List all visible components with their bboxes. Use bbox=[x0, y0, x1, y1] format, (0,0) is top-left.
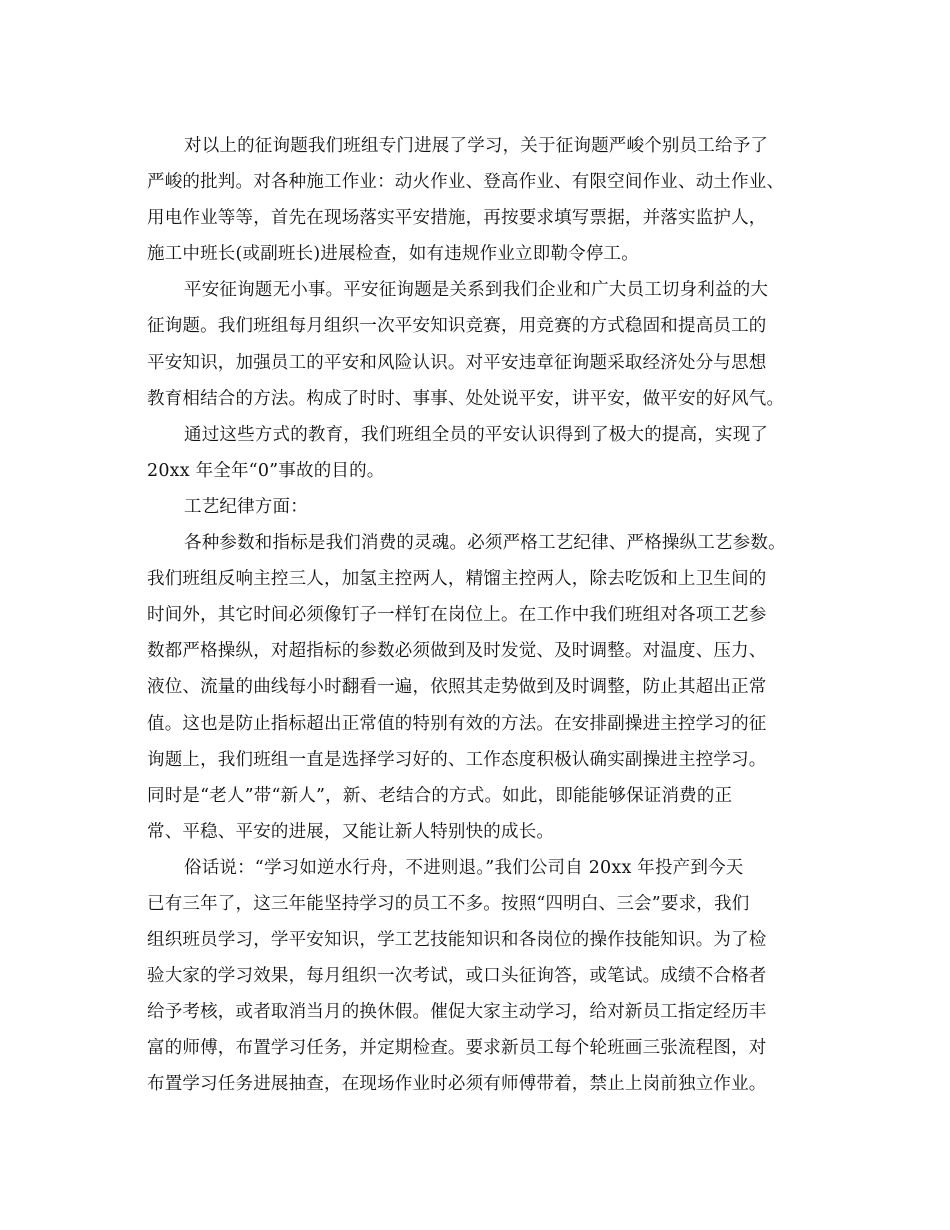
text-line: 工艺纪律方面： bbox=[184, 496, 308, 517]
text-line: 富的师傅，布置学习任务，并定期检查。要求新员工每个轮班画三张流程图，对 bbox=[147, 1038, 767, 1059]
text-line: 征询题。我们班组每月组织一次平安知识竞赛，用竞赛的方式稳固和提高员工的 bbox=[147, 316, 767, 337]
text-line: 值。这也是防止指标超出正常值的特别有效的方法。在安排副操进主控学习的征 bbox=[147, 713, 767, 734]
text-line: 布置学习任务进展抽查，在现场作业时必须有师傅带着，禁止上岗前独立作业。 bbox=[147, 1074, 767, 1095]
text-line: 教育相结合的方法。构成了时时、事事、处处说平安，讲平安，做平安的好风气。 bbox=[147, 388, 785, 409]
text-line: 严峻的批判。对各种施工作业：动火作业、登高作业、有限空间作业、动土作业、 bbox=[147, 172, 785, 193]
text-line: 常、平稳、平安的进展，又能让新人特别快的成长。 bbox=[147, 821, 555, 842]
body-text bbox=[147, 128, 812, 1103]
text-line: 用电作业等等，首先在现场落实平安措施，再按要求填写票据，并落实监护人， bbox=[147, 208, 767, 229]
text-line: 液位、流量的曲线每小时翻看一遍，依照其走势做到及时调整，防止其超出正常 bbox=[147, 677, 767, 698]
text-line: 各种参数和指标是我们消费的灵魂。必须严格工艺纪律、严格操纵工艺参数。 bbox=[184, 533, 786, 554]
text-line: 组织班员学习，学平安知识，学工艺技能知识和各岗位的操作技能知识。为了检 bbox=[147, 930, 767, 951]
text-line: 平安征询题无小事。平安征询题是关系到我们企业和广大员工切身利益的大 bbox=[184, 280, 769, 301]
text-line: 同时是“老人”带“新人”，新、老结合的方式。如此，即能能够保证消费的正 bbox=[147, 785, 733, 806]
text-line: 俗话说：“学习如逆水行舟，不进则退。”我们公司自 20xx 年投产到今天 bbox=[184, 857, 744, 878]
text-line: 对以上的征询题我们班组专门进展了学习，关于征询题严峻个别员工给予了 bbox=[184, 136, 769, 156]
text-line: 平安知识，加强员工的平安和风险认识。对平安违章征询题采取经济处分与思想 bbox=[147, 352, 767, 373]
text-line: 给予考核，或者取消当月的换休假。催促大家主动学习，给对新员工指定经历丰 bbox=[147, 1002, 767, 1023]
text-line: 数都严格操纵，对超指标的参数必须做到及时发觉、及时调整。对温度、压力、 bbox=[147, 641, 767, 662]
text-line: 施工中班长(或副班长)进展检查，如有违规作业立即勒令停工。 bbox=[147, 244, 639, 265]
text-line: 20xx 年全年“0”事故的目的。 bbox=[147, 460, 385, 481]
text-line: 通过这些方式的教育，我们班组全员的平安认识得到了极大的提高，实现了 bbox=[184, 424, 769, 445]
text-line: 询题上，我们班组一直是选择学习好的、工作态度积极认确实副操进主控学习。 bbox=[147, 749, 767, 770]
text-line: 已有三年了，这三年能坚持学习的员工不多。按照“四明白、三会”要求，我们 bbox=[147, 893, 750, 914]
text-line: 时间外，其它时间必须像钉子一样钉在岗位上。在工作中我们班组对各项工艺参 bbox=[147, 605, 767, 626]
text-line: 验大家的学习效果，每月组织一次考试，或口头征询答，或笔试。成绩不合格者 bbox=[147, 966, 767, 987]
text-line: 我们班组反响主控三人，加氢主控两人，精馏主控两人，除去吃饭和上卫生间的 bbox=[147, 569, 767, 590]
